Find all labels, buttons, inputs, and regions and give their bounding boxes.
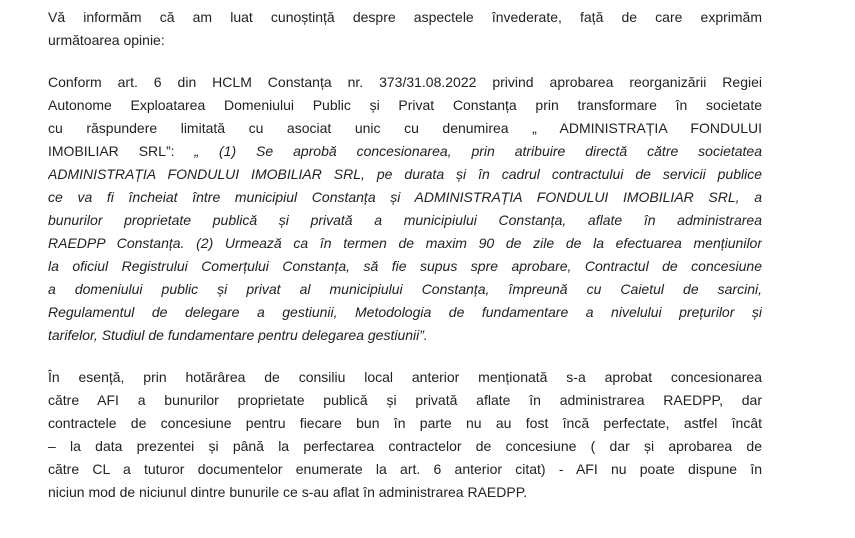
text-line [48, 71, 762, 94]
text-line [48, 412, 762, 435]
text-segment: IMOBILIAR SRL”: [48, 143, 195, 159]
text-line [48, 458, 762, 481]
paragraph-hclm-quote [48, 71, 762, 347]
paragraph-conclusion [48, 366, 762, 504]
text-segment: – la data prezentei și până la perfectarea contractelor de concesiune ( dar și aprobarea de [48, 438, 762, 454]
paragraph-intro [48, 6, 762, 52]
quoted-text-segment: bunurilor proprietate publică și privată a municipiului Constanța, aflate în administrarea [48, 212, 762, 228]
text-line [48, 435, 762, 458]
text-segment: contractele de concesiune pentru fiecare bun în parte nu au fost încă perfectate, astfel încât [48, 415, 762, 431]
text-line [48, 6, 762, 29]
text-line [48, 389, 762, 412]
quoted-text-segment: ce va fi încheiat între municipiul Constanța și ADMINISTRAȚIA FONDULUI IMOBILIAR SRL, a [48, 189, 762, 205]
text-segment: În esență, prin hotărârea de consiliu local anterior menționată s-a aprobat concesionarea [48, 369, 762, 385]
quoted-text-segment: ADMINISTRAȚIA FONDULUI IMOBILIAR SRL, pe durata și în cadrul contractului de servicii publice [48, 166, 762, 182]
text-line [48, 232, 762, 255]
text-segment: Autonome Exploatarea Domeniului Public și Privat Constanța prin transformare în societate [48, 97, 762, 113]
quoted-text-segment: la oficiul Registrului Comerțului Constanța, să fie supus spre aprobare, Contractul de concesiune [48, 258, 762, 274]
text-segment: Conform art. 6 din HCLM Constanța nr. 373/31.08.2022 privind aprobarea reorganizării Regiei [48, 74, 762, 90]
quoted-text-segment: tarifelor, Studiul de fundamentare pentru delegarea gestiunii”. [48, 327, 428, 343]
text-segment: Vă informăm că am luat cunoștință despre aspectele învederate, față de care exprimăm [48, 9, 762, 25]
text-line [48, 255, 762, 278]
quoted-text-segment: RAEDPP Constanța. (2) Urmează ca în termen de maxim 90 de zile de la efectuarea mențiunilor [48, 235, 762, 251]
text-segment: către AFI a bunurilor proprietate publică și privată aflate în administrarea RAEDPP, dar [48, 392, 762, 408]
text-line [48, 29, 762, 52]
quoted-text-segment: „ (1) Se aprobă concesionarea, prin atribuire directă către societatea [194, 143, 762, 159]
text-line [48, 481, 762, 504]
text-line [48, 186, 762, 209]
quoted-text-segment: a domeniului public și privat al municipiului Constanța, împreună cu Caietul de sarcini, [48, 281, 762, 297]
quoted-text-segment: Regulamentul de delegare a gestiunii, Metodologia de fundamentare a nivelului prețurilor și [48, 304, 762, 320]
text-line [48, 140, 762, 163]
text-line [48, 324, 762, 347]
text-line [48, 278, 762, 301]
text-line [48, 163, 762, 186]
text-line [48, 209, 762, 232]
text-segment: niciun mod de niciunul dintre bunurile ce s-au aflat în administrarea RAEDPP. [48, 484, 528, 500]
text-segment: următoarea opinie: [48, 32, 165, 48]
text-segment: către CL a tuturor documentelor enumerate la art. 6 anterior citat) - AFI nu poate dispune în [48, 461, 762, 477]
text-line [48, 94, 762, 117]
text-line [48, 117, 762, 140]
text-segment: cu răspundere limitată cu asociat unic cu denumirea „ ADMINISTRAȚIA FONDULUI [48, 120, 762, 136]
text-line [48, 366, 762, 389]
text-line [48, 301, 762, 324]
document-body [48, 6, 762, 504]
